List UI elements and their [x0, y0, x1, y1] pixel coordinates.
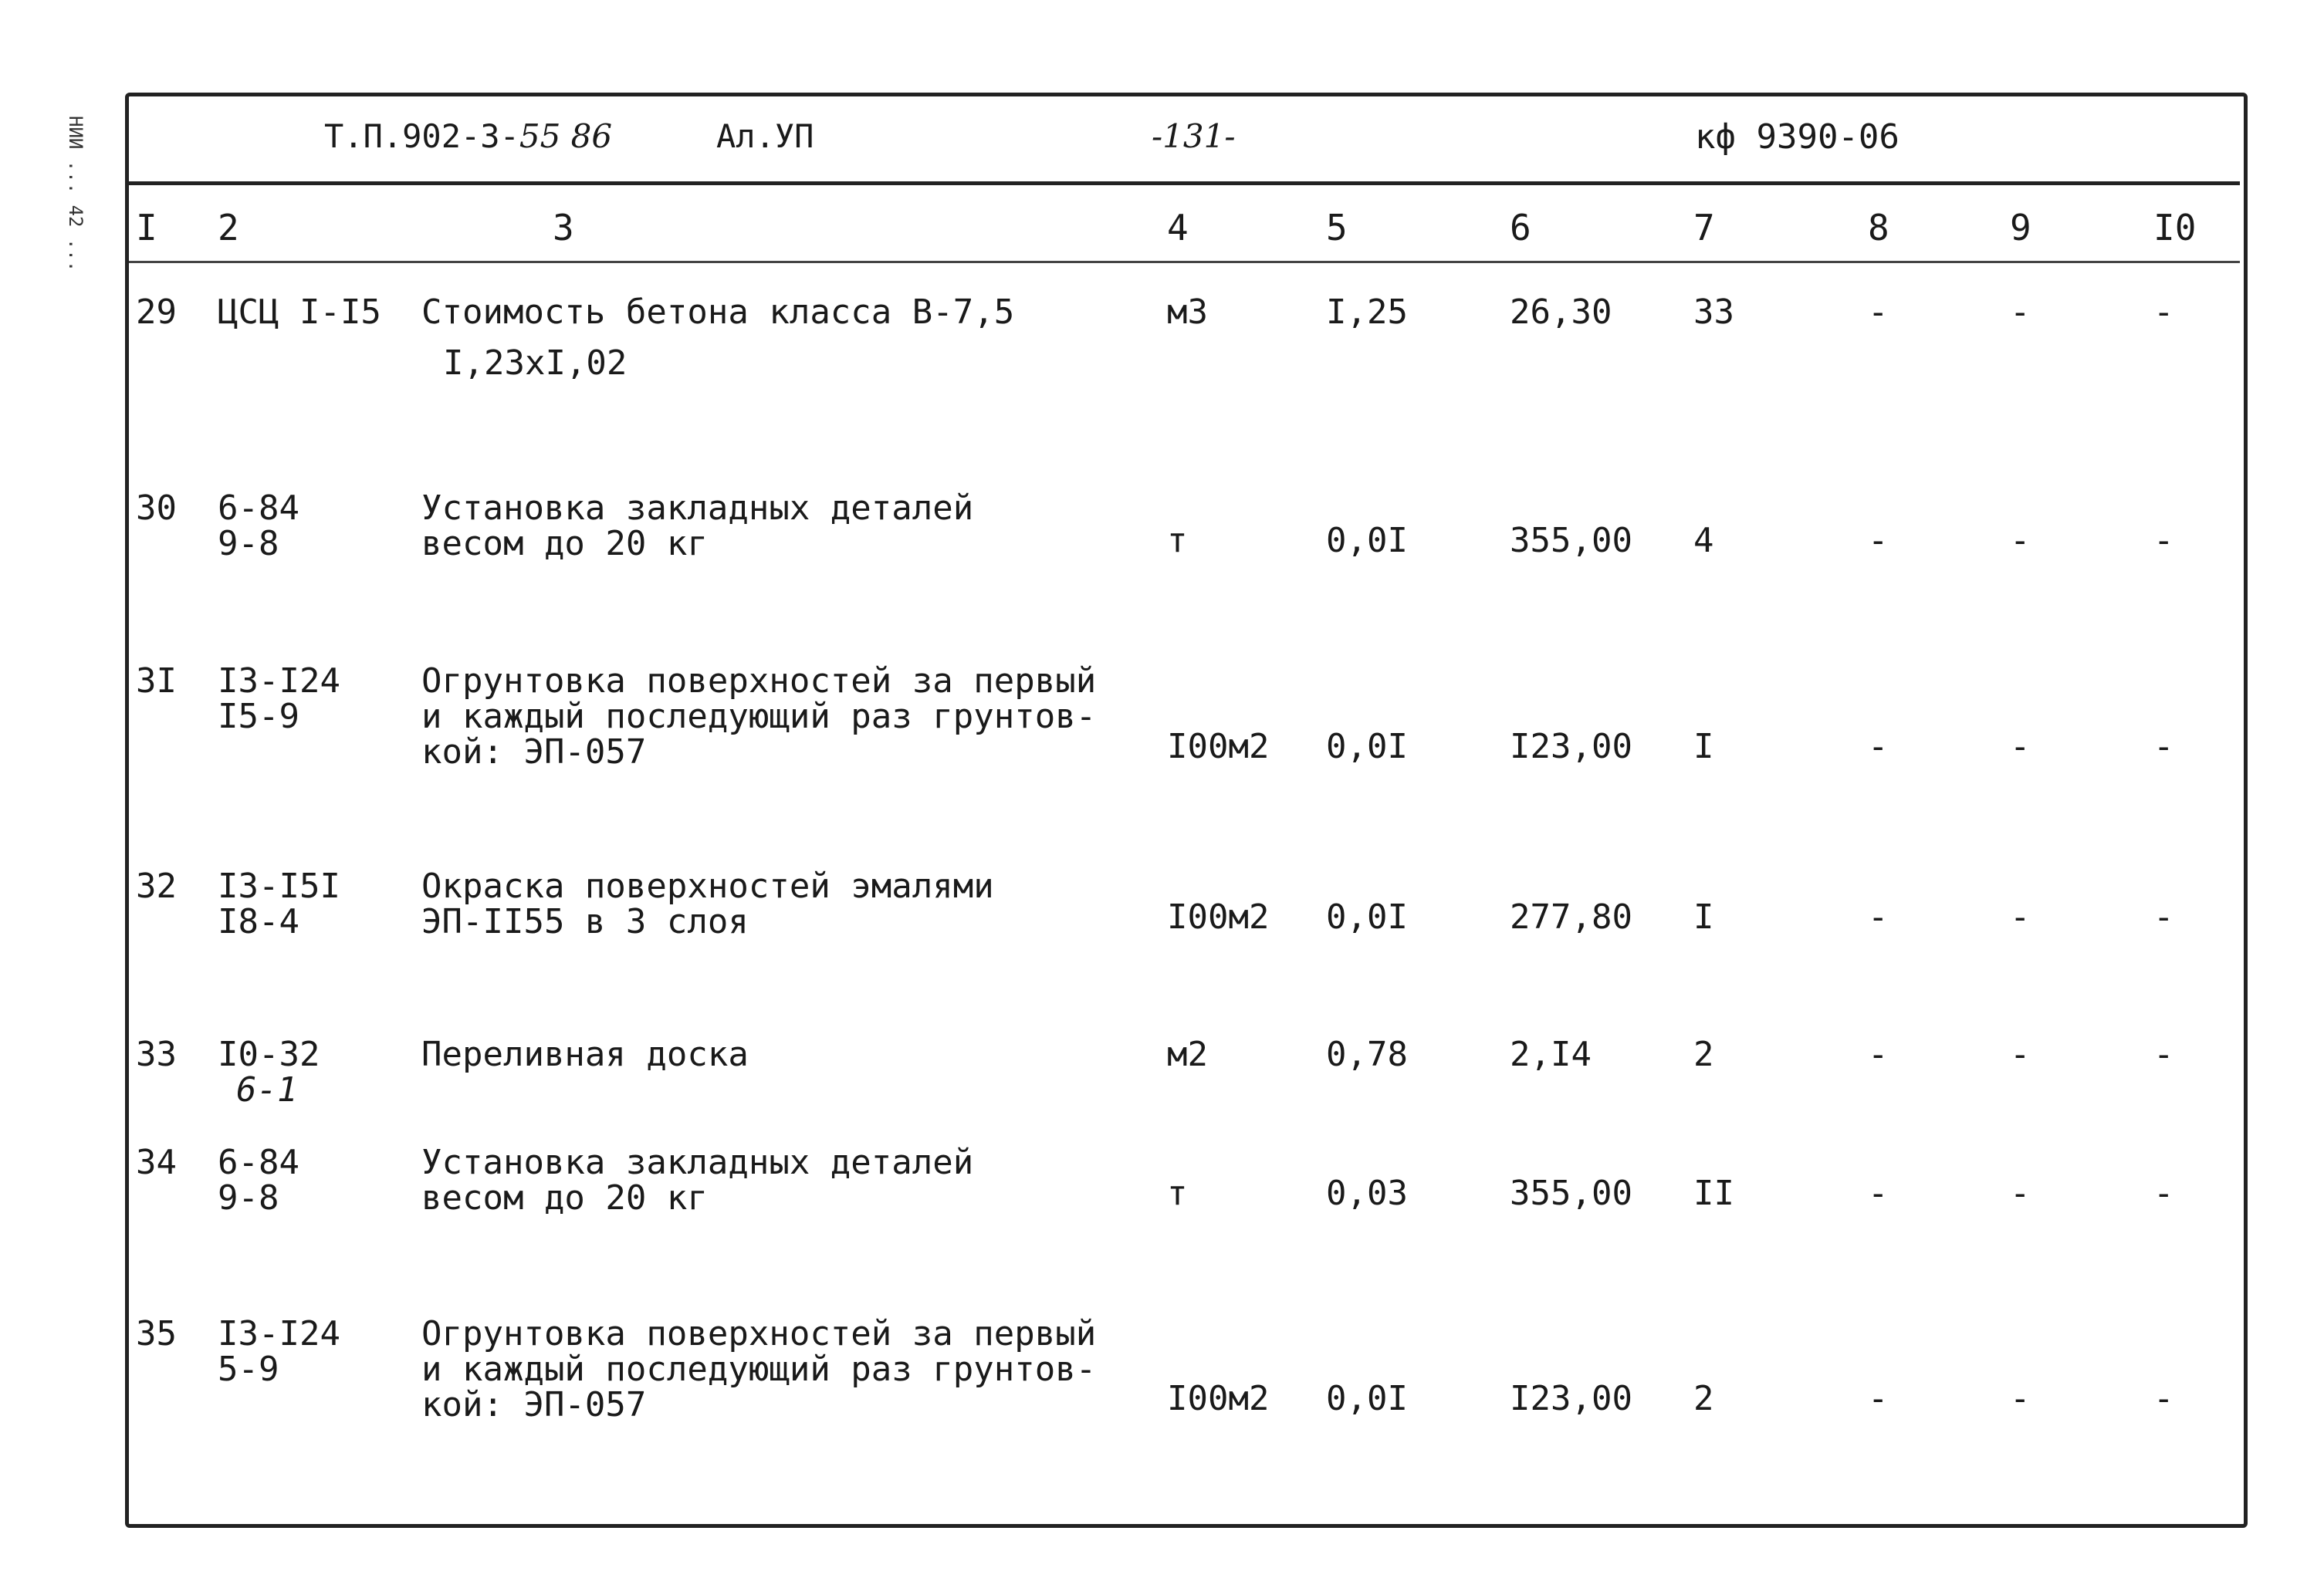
- norm-code-line: 6-84: [218, 1143, 299, 1182]
- description-line: ЭП-II55 в 3 слоя: [421, 902, 749, 941]
- unit-of-measure: I00м2: [1167, 897, 1270, 937]
- unit-of-measure: I00м2: [1167, 727, 1270, 766]
- norm-code-line: I3-I5I: [218, 867, 340, 906]
- quantity: 0,78: [1326, 1035, 1408, 1074]
- norm-code-line: 9-8: [218, 1178, 279, 1218]
- quantity: 0,0I: [1326, 727, 1408, 766]
- column-10-value: -: [2153, 1035, 2174, 1074]
- unit-of-measure: т: [1167, 521, 1188, 560]
- description-line: Огрунтовка поверхностей за первый: [421, 1314, 1097, 1353]
- column-10-value: -: [2153, 1379, 2174, 1418]
- album-label: Ал.УП: [716, 117, 814, 155]
- stamp-code: кф 9390-06: [1695, 117, 1899, 157]
- column-number-1: I: [136, 207, 157, 248]
- description-line: и каждый последующий раз грунтов-: [421, 697, 1097, 736]
- work-description: [421, 1316, 1193, 1423]
- document-code-printed: Т.П.902-3-: [324, 117, 519, 155]
- work-description: [421, 292, 1193, 383]
- unit-price: 277,80: [1510, 897, 1632, 937]
- column-7-value: I: [1693, 897, 1714, 937]
- column-7-value: 2: [1693, 1379, 1714, 1418]
- row-number: 32: [136, 867, 177, 906]
- column-8-value: -: [1868, 897, 1889, 937]
- description-line: весом до 20 кг: [421, 524, 708, 563]
- column-number-2: 2: [218, 207, 239, 248]
- quantity: 0,0I: [1326, 897, 1408, 937]
- row-number: 35: [136, 1314, 177, 1353]
- row-number: 34: [136, 1143, 177, 1182]
- column-number-10: I0: [2153, 207, 2197, 248]
- description-line: Окраска поверхностей эмалями: [421, 867, 994, 906]
- column-8-value: -: [1868, 1035, 1889, 1074]
- column-10-value: -: [2153, 521, 2174, 560]
- norm-code-line: 9-8: [218, 524, 279, 563]
- unit-price: I23,00: [1510, 1379, 1632, 1418]
- page-number: -131-: [1152, 117, 1236, 155]
- column-8-value: -: [1868, 1174, 1889, 1213]
- norm-code-line: 5-9: [218, 1350, 279, 1389]
- document-code-handwritten: 55 86: [519, 117, 613, 155]
- column-number-4: 4: [1167, 207, 1189, 248]
- column-9-value: -: [2010, 292, 2031, 332]
- unit-of-measure: м2: [1167, 1035, 1208, 1074]
- margin-note: НИИ ... 42 ...: [65, 116, 86, 272]
- description-line: Установка закладных деталей: [421, 1143, 974, 1182]
- work-description: [421, 1037, 1193, 1073]
- quantity: I,25: [1326, 292, 1408, 332]
- column-9-value: -: [2010, 1035, 2031, 1074]
- unit-price: I23,00: [1510, 727, 1632, 766]
- unit-of-measure: т: [1167, 1174, 1188, 1213]
- norm-code: [218, 1145, 299, 1216]
- work-description: [421, 1145, 1193, 1216]
- description-line: Установка закладных деталей: [421, 488, 974, 528]
- norm-code: [218, 1037, 320, 1108]
- row-number: 33: [136, 1035, 177, 1074]
- norm-code: [218, 869, 340, 940]
- norm-code-line: I5-9: [218, 697, 299, 736]
- norm-code: [218, 1316, 340, 1387]
- column-numbers-rule: [129, 261, 2240, 263]
- description-line: Огрунтовка поверхностей за первый: [421, 661, 1097, 701]
- column-number-7: 7: [1693, 207, 1715, 248]
- work-description: [421, 661, 1193, 772]
- column-9-value: -: [2010, 1379, 2031, 1418]
- norm-code-line: I3-I24: [218, 661, 340, 701]
- column-number-5: 5: [1326, 207, 1348, 248]
- column-10-value: -: [2153, 1174, 2174, 1213]
- norm-code-line: I0-32: [218, 1035, 320, 1074]
- column-9-value: -: [2010, 1174, 2031, 1213]
- norm-code: [218, 292, 381, 332]
- column-9-value: -: [2010, 521, 2031, 560]
- norm-code-line: ЦСЦ I-I5: [218, 292, 381, 332]
- norm-code: [218, 488, 299, 563]
- quantity: 0,0I: [1326, 521, 1408, 560]
- unit-price: 26,30: [1510, 292, 1612, 332]
- column-7-value: 4: [1693, 521, 1714, 560]
- norm-code-line: 6-84: [218, 488, 299, 528]
- unit-price: 2,I4: [1510, 1035, 1592, 1074]
- column-9-value: -: [2010, 897, 2031, 937]
- column-10-value: -: [2153, 727, 2174, 766]
- norm-code-line: I3-I24: [218, 1314, 340, 1353]
- column-8-value: -: [1868, 292, 1889, 332]
- norm-code: [218, 661, 340, 736]
- column-7-value: II: [1693, 1174, 1734, 1213]
- description-line: кой: ЭП-057: [421, 1385, 647, 1424]
- unit-of-measure: м3: [1167, 292, 1208, 332]
- norm-code-line: I8-4: [218, 902, 299, 941]
- column-8-value: -: [1868, 1379, 1889, 1418]
- column-7-value: I: [1693, 727, 1714, 766]
- description-line: весом до 20 кг: [421, 1178, 708, 1218]
- row-number: 29: [136, 292, 177, 332]
- column-8-value: -: [1868, 521, 1889, 560]
- column-10-value: -: [2153, 897, 2174, 937]
- description-line: кой: ЭП-057: [421, 732, 647, 772]
- row-number: 30: [136, 488, 177, 528]
- column-8-value: -: [1868, 727, 1889, 766]
- description-line: Стоимость бетона класса В-7,5: [421, 292, 1015, 332]
- unit-price: 355,00: [1510, 1174, 1632, 1213]
- column-number-6: 6: [1510, 207, 1531, 248]
- column-number-9: 9: [2010, 207, 2031, 248]
- column-7-value: 2: [1693, 1035, 1714, 1074]
- unit-of-measure: I00м2: [1167, 1379, 1270, 1418]
- norm-code-line: 6-1: [236, 1070, 298, 1110]
- description-line: I,23хI,02: [443, 343, 628, 383]
- header-rule: [129, 181, 2240, 185]
- column-10-value: -: [2153, 292, 2174, 332]
- description-line: Переливная доска: [421, 1035, 749, 1074]
- column-number-3: 3: [553, 207, 574, 248]
- document-code: [324, 117, 612, 155]
- column-7-value: 33: [1693, 292, 1734, 332]
- column-9-value: -: [2010, 727, 2031, 766]
- quantity: 0,0I: [1326, 1379, 1408, 1418]
- column-number-8: 8: [1868, 207, 1889, 248]
- quantity: 0,03: [1326, 1174, 1408, 1213]
- work-description: [421, 488, 1193, 563]
- work-description: [421, 869, 1193, 940]
- row-number: 3I: [136, 661, 177, 701]
- unit-price: 355,00: [1510, 521, 1632, 560]
- description-line: и каждый последующий раз грунтов-: [421, 1350, 1097, 1389]
